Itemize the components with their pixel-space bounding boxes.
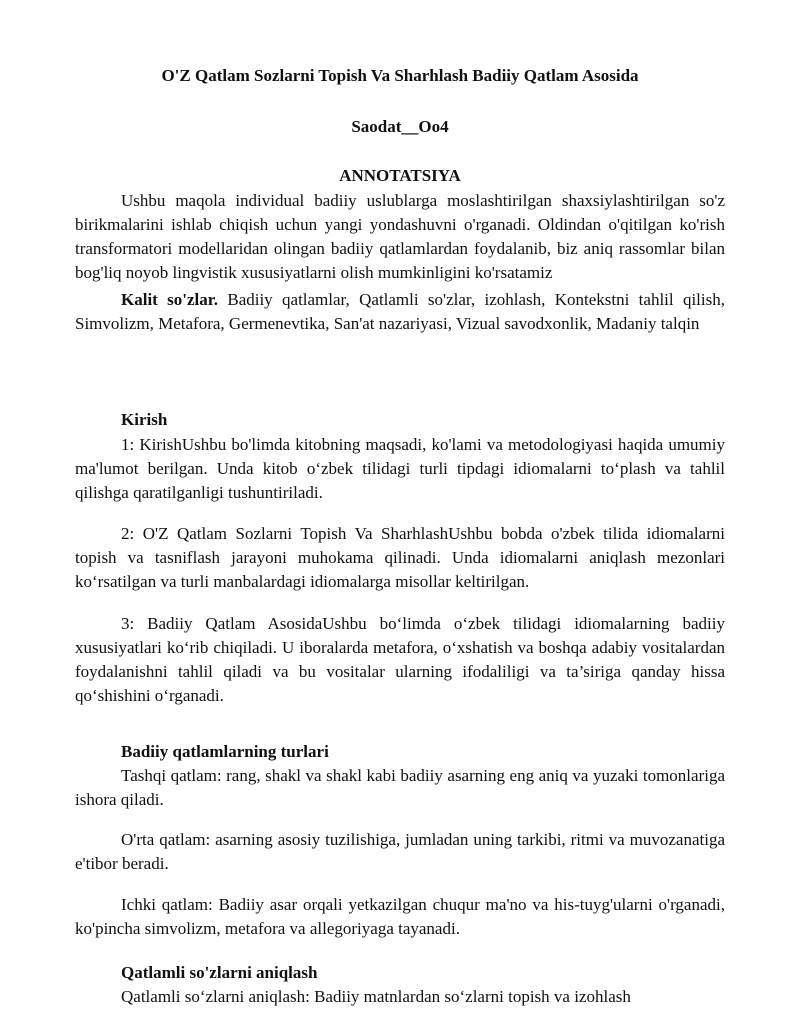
types-paragraph-1: Tashqi qatlam: rang, shakl va shakl kabi badiiy asarning eng aniq va yuzaki tomonlariga ishora qiladi.	[75, 766, 725, 809]
intro-paragraph-1: 1: KirishUshbu bo'limda kitobning maqsadi, ko'lami va metodologiyasi haqida umumiy ma'lumot berilgan. Unda kitob o‘zbek tilidagi turli tipdagi idiomalarni to‘plash va tahlil qilishga qaratilganligi tushuntiriladi.	[75, 435, 725, 502]
types-heading: Badiiy qatlamlarning turlari	[121, 742, 329, 761]
intro-paragraph-3: 3: Badiiy Qatlam AsosidaUshbu bo‘limda o‘zbek tilidagi idiomalarning badiiy xususiyatlari ko‘rib chiqiladi. U iboralarda metafora, o‘xshatish va boshqa adabiy vositalardan foydalanishni tahlil qiladi va bu vositalar ularning ifodaliligi va ta’siriga qanday hissa qo‘shishini o‘rganadi.	[75, 614, 725, 705]
types-paragraph-3: Ichki qatlam: Badiiy asar orqali yetkazilgan chuqur ma'no va his-tuyg'ularni o'rganadi, ko'pincha simvolizm, metafora va allegoriyaga tayanadi.	[75, 895, 725, 938]
keywords-paragraph	[75, 288, 725, 336]
document-title: O'Z Qatlam Sozlarni Topish Va Sharhlash Badiiy Qatlam Asosida	[161, 66, 639, 85]
intro-heading: Kirish	[121, 410, 168, 429]
types-paragraph-2: O'rta qatlam: asarning asosiy tuzilishiga, jumladan uning tarkibi, ritmi va muvozanatiga e'tibor beradi.	[75, 830, 725, 873]
annotation-paragraph: Ushbu maqola individual badiiy uslublarga moslashtirilgan shaxsiylashtirilgan so'z birikmalarini ishlab chiqish uchun yangi yondashuvni o'rganadi. Oldindan o'qitilgan ko'rish transformatori modellaridan olingan badiiy qatlamlardan foydalanib, biz aniq rassomlar bilan bog'liq noyob lingvistik xususiyatlarni olish mumkinligini ko'rsatamiz	[75, 191, 725, 282]
identify-paragraph: Qatlamli so‘zlarni aniqlash: Badiiy matnlardan so‘zlarni topish va izohlash	[121, 987, 631, 1006]
intro-paragraph-2: 2: O'Z Qatlam Sozlarni Topish Va SharhlashUshbu bobda o'zbek tilida idiomalarni topish va tasniflash jarayoni muhokama qilinadi. Unda idiomalarni aniqlash mezonlari ko‘rsatilgan va turli manbalardagi idiomalarga misollar keltirilgan.	[75, 524, 725, 591]
identify-heading: Qatlamli so'zlarni aniqlash	[121, 963, 318, 982]
author-line: Saodat__Oo4	[351, 117, 449, 136]
annotation-heading: ANNOTATSIYA	[339, 166, 461, 185]
keywords-label: Kalit so'zlar.	[121, 290, 219, 309]
keywords-text: Badiiy qatlamlar, Qatlamli so'zlar, izohlash, Kontekstni tahlil qilish, Simvolizm, Metafora, Germenevtika, San'at nazariyasi, Vizual savodxonlik, Madaniy talqin	[75, 290, 725, 333]
